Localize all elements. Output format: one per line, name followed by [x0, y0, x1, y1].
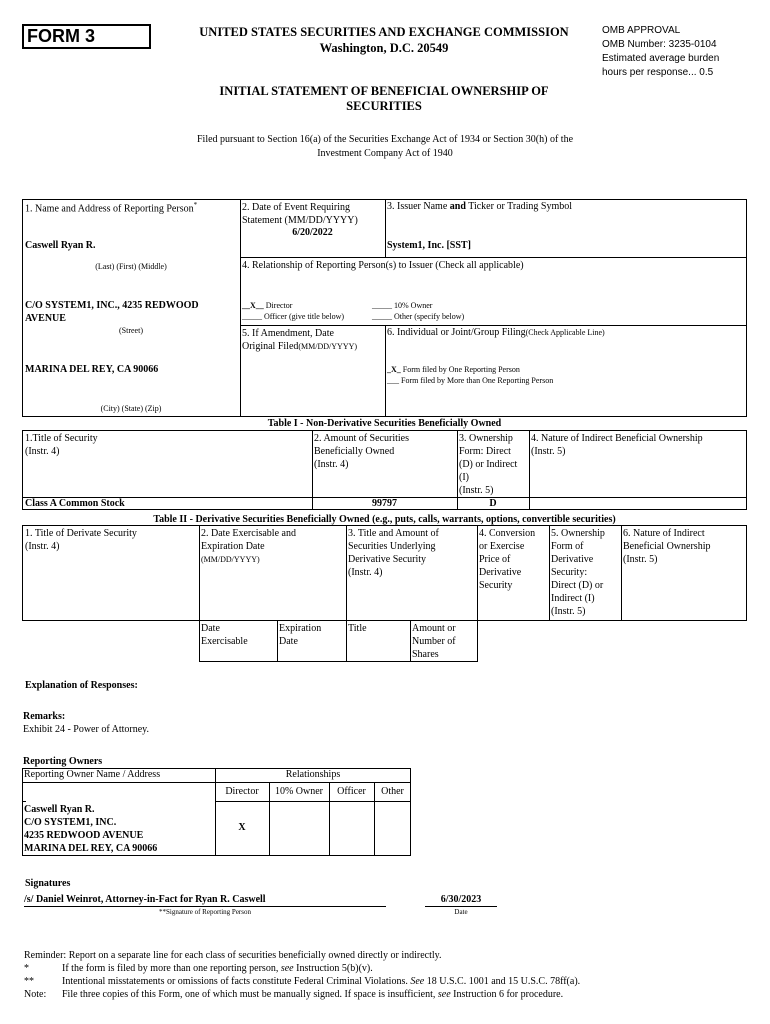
form-label: FORM 3 — [27, 26, 96, 46]
reminder: Reminder: Report on a separate line for each class of securities beneficially owned directly or indirectly. — [24, 950, 442, 961]
row-form: D — [489, 498, 497, 509]
table2-col-ownership: 5. Ownership Form of Derivative Security: Direct (D) or Indirect (I) (Instr. 5) — [551, 528, 605, 617]
table1-col-amount: 2. Amount of Securities Beneficially Owned (Instr. 4) — [314, 433, 409, 470]
owners-col-officer: Officer — [337, 786, 366, 797]
row-security: Class A Common Stock — [25, 498, 125, 509]
reporting-person-street: C/O SYSTEM1, INC., 4235 REDWOOD AVENUE — [25, 300, 199, 324]
box4-label: 4. Relationship of Reporting Person(s) to Issuer (Check all applicable) — [242, 260, 524, 271]
owners-col-director: Director — [225, 786, 259, 797]
divider — [240, 257, 747, 258]
box6-label: 6. Individual or Joint/Group Filing(Check Applicable Line) — [387, 327, 605, 338]
owner-name-address: Caswell Ryan R. C/O SYSTEM1, INC. 4235 REDWOOD AVENUE MARINA DEL REY, CA 90066 — [24, 804, 158, 854]
signature-date: 6/30/2023 — [440, 894, 482, 905]
box5-label: 5. If Amendment, Date Original Filed(MM/DD/YYYY) — [242, 328, 358, 352]
remarks-text: Exhibit 24 - Power of Attorney. — [23, 724, 150, 735]
divider — [621, 525, 622, 621]
table2-sub-amount: Amount or Number of Shares — [412, 623, 456, 660]
relationship-ten-percent: _____ 10% Owner — [372, 301, 433, 310]
reporting-owners-heading: Reporting Owners — [23, 756, 103, 767]
filing-more-persons: ___ Form filed by More than One Reporting Person — [387, 376, 554, 385]
divider — [22, 782, 411, 783]
omb-burden-line1: Estimated average burden — [602, 53, 720, 64]
filing-one-person: _X_ Form filed by One Reporting Person — [387, 365, 520, 374]
relationship-other: _____ Other (specify below) — [372, 312, 465, 321]
relationship-officer: _____ Officer (give title below) — [242, 312, 345, 321]
divider — [549, 525, 550, 621]
street-caption: (Street) — [119, 326, 143, 335]
box2-label: 2. Date of Event Requiring Statement (MM/DD/YYYY) — [242, 202, 358, 226]
box1-footnote-mark: * — [193, 201, 198, 209]
form-label-box — [22, 24, 151, 49]
omb-number: OMB Number: 3235-0104 — [602, 39, 717, 50]
signature-text: /s/ Daniel Weinrot, Attorney-in-Fact for Ryan R. Caswell — [24, 894, 266, 905]
filed-pursuant-line1: Filed pursuant to Section 16(a) of the Securities Exchange Act of 1934 or Section 30(h) of the — [196, 134, 574, 145]
relationship-director: __X__ Director — [242, 301, 293, 310]
divider — [240, 325, 747, 326]
divider — [477, 525, 478, 661]
omb-burden-line2: hours per response... 0.5 — [602, 67, 714, 78]
divider — [385, 325, 386, 417]
signatures-heading: Signatures — [25, 878, 71, 889]
owners-col-name: Reporting Owner Name / Address — [24, 769, 161, 780]
other-check[interactable]: _____ — [372, 312, 392, 321]
divider — [277, 621, 278, 661]
table2-col-underlying: 3. Title and Amount of Securities Underlying Derivative Security (Instr. 4) — [348, 528, 439, 578]
owners-col-relationships: Relationships — [285, 769, 341, 780]
owners-col-other: Other — [381, 786, 404, 797]
table2-sub-expiration: Expiration Date — [279, 623, 322, 647]
issuer-name: System1, Inc. [SST] — [387, 240, 471, 251]
table1-col-ownership: 3. Ownership Form: Direct (D) or Indirect (I) (Instr. 5) — [459, 433, 518, 496]
table2-sub-date-exercisable: Date Exercisable — [201, 623, 248, 647]
director-check[interactable]: __X__ — [242, 301, 264, 310]
divider — [199, 661, 478, 662]
date-caption: Date — [454, 908, 468, 916]
reporting-person-city: MARINA DEL REY, CA 90066 — [25, 364, 159, 375]
reporting-person-name: Caswell Ryan R. — [25, 240, 96, 251]
box3-label: 3. Issuer Name and Ticker or Trading Symbol — [387, 201, 573, 212]
divider — [385, 199, 386, 257]
table1-col-title: 1.Title of Security (Instr. 4) — [25, 433, 98, 457]
table2-col-dates: 2. Date Exercisable and Expiration Date (MM/DD/YYYY) — [201, 528, 296, 564]
divider — [346, 525, 347, 661]
table2-col-title: 1. Title of Derivate Security (Instr. 4) — [25, 528, 137, 552]
omb-approval — [602, 24, 719, 80]
divider — [529, 430, 530, 510]
city-caption: (City) (State) (Zip) — [100, 404, 162, 413]
agency-name: UNITED STATES SECURITIES AND EXCHANGE COMMISSION — [199, 25, 569, 39]
omb-title: OMB APPROVAL — [602, 25, 681, 36]
table2-title: Table II - Derivative Securities Beneficially Owned (e.g., puts, calls, warrants, options, convertible securities) — [153, 514, 616, 525]
date-line — [425, 906, 497, 907]
form-title-line2: SECURITIES — [346, 99, 422, 113]
divider — [410, 621, 411, 661]
owner-director: X — [238, 822, 246, 833]
table2-col-conversion: 4. Conversion or Exercise Price of Derivative Security — [479, 528, 536, 591]
form-title-line1: INITIAL STATEMENT OF BENEFICIAL OWNERSHIP OF — [219, 84, 549, 98]
divider — [199, 525, 200, 661]
agency-address: Washington, D.C. 20549 — [319, 41, 449, 55]
more-person-check[interactable]: ___ — [387, 376, 399, 385]
filed-pursuant-line2: Investment Company Act of 1940 — [317, 148, 453, 159]
one-person-check[interactable]: _X_ — [387, 365, 401, 374]
table1-title: Table I - Non-Derivative Securities Beneficially Owned — [267, 418, 502, 429]
ten-percent-check[interactable]: _____ — [372, 301, 392, 310]
signature-caption: **Signature of Reporting Person — [159, 908, 251, 916]
owners-col-ten-percent: 10% Owner — [274, 786, 324, 797]
box1-label: 1. Name and Address of Reporting Person* — [25, 201, 198, 215]
divider — [215, 801, 411, 802]
name-caption: (Last) (First) (Middle) — [95, 262, 167, 271]
table2-sub-title: Title — [348, 623, 367, 634]
signature-line — [24, 906, 386, 907]
table2-col-nature: 6. Nature of Indirect Beneficial Ownership (Instr. 5) — [623, 528, 711, 565]
event-date: 6/20/2022 — [292, 227, 333, 238]
table1-col-nature: 4. Nature of Indirect Beneficial Ownership (Instr. 5) — [531, 433, 703, 457]
divider — [22, 801, 26, 802]
officer-check[interactable]: _____ — [242, 312, 262, 321]
row-amount: 99797 — [372, 498, 397, 509]
explanation-heading: Explanation of Responses: — [25, 680, 138, 691]
remarks-heading: Remarks: — [23, 711, 66, 722]
